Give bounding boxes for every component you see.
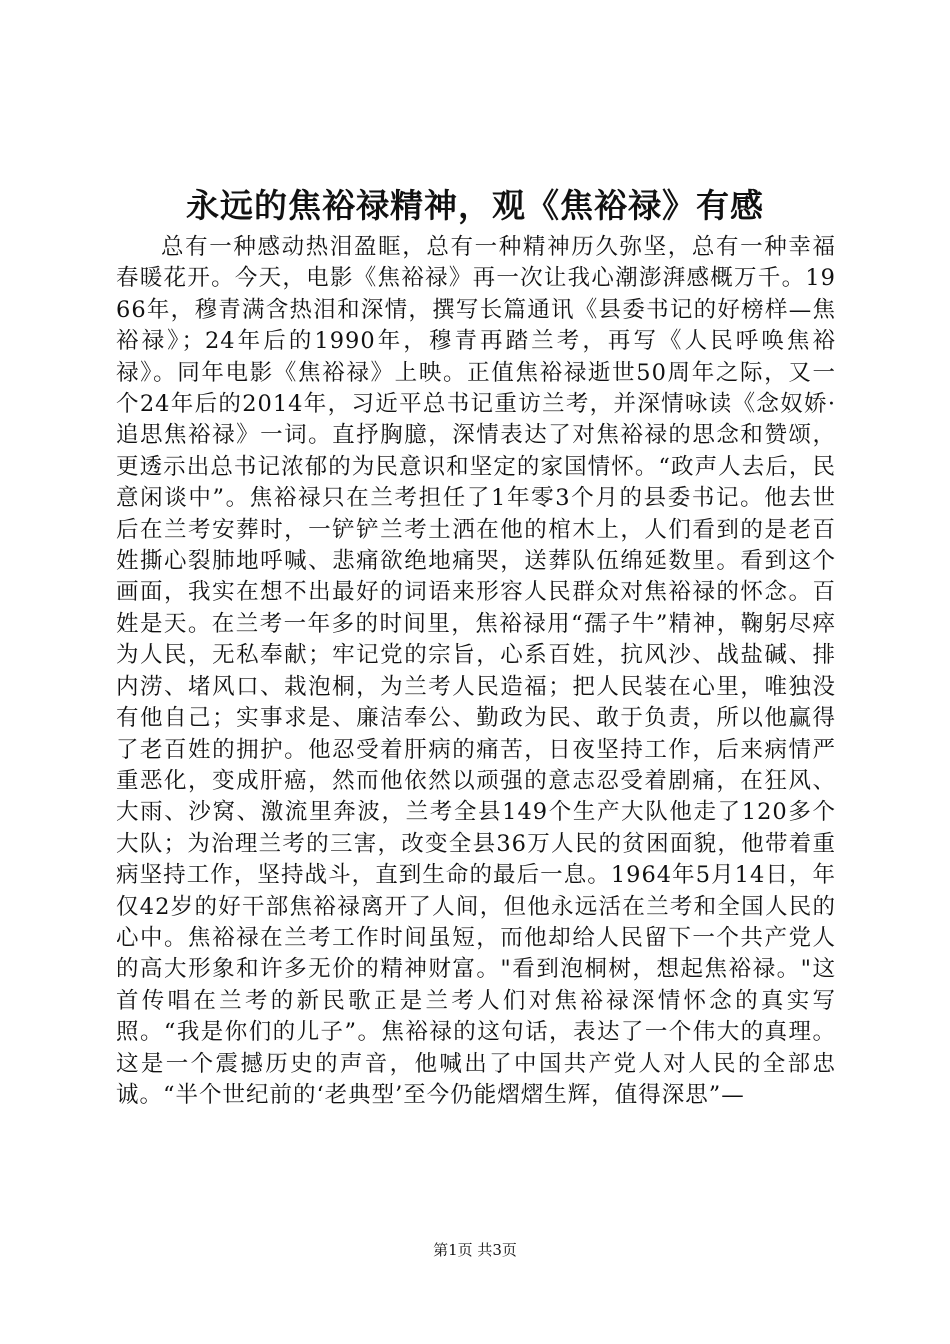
body-paragraph: 总有一种感动热泪盈眶，总有一种精神历久弥坚，总有一种幸福春暖花开。今天，电影《焦裕禄》再一次让我心潮澎湃感概万千。1966年，穆青满含热泪和深情，撰写长篇通讯《县委书记的好榜样—焦裕禄》；24年后的1990年，穆青再踏兰考，再写《人民呼唤焦裕禄》。同年电影《焦裕禄》上映。正值焦裕禄逝世50周年之际，又一个24年后的2014年，习近平总书记重访兰考，并深情咏读《念奴娇·追思焦裕禄》一词。直抒胸臆，深情表达了对焦裕禄的思念和赞颂，更透示出总书记浓郁的为民意识和坚定的家国情怀。“政声人去后，民意闲谈中”。焦裕禄只在兰考担任了1年零3个月的县委书记。他去世后在兰考安葬时，一铲铲兰考土洒在他的棺木上，人们看到的是老百姓撕心裂肺地呼喊、悲痛欲绝地痛哭，送葬队伍绵延数里。看到这个画面，我实在想不出最好的词语来形容人民群众对焦裕禄的怀念。百姓是天。在兰考一年多的时间里，焦裕禄用“孺子牛”精神，鞠躬尽瘁为人民，无私奉献；牢记党的宗旨，心系百姓，抗风沙、战盐碱、排内涝、堵风口、栽泡桐，为兰考人民造福；把人民装在心里，唯独没有他自己；实事求是、廉洁奉公、勤政为民、敢于负责，所以他赢得了老百姓的拥护。他忍受着肝病的痛苦，日夜坚持工作，后来病情严重恶化，变成肝癌，然而他依然以顽强的意志忍受着剧痛，在狂风、大雨、沙窝、激流里奔波，兰考全县149个生产大队他走了120多个大队；为治理兰考的三害，改变全县36万人民的贫困面貌，他带着重病坚持工作，坚持战斗，直到生命的最后一息。1964年5月14日，年仅42岁的好干部焦裕禄离开了人间，但他永远活在兰考和全国人民的心中。焦裕禄在兰考工作时间虽短，而他却给人民留下一个共产党人的高大形象和许多无价的精神财富。"看到泡桐树，想起焦裕禄。"这首传唱在兰考的新民歌正是兰考人们对焦裕禄深情怀念的真实写照。“我是你们的儿子”。焦裕禄的这句话，表达了一个伟大的真理。这是一个震撼历史的声音，他喊出了中国共产党人对人民的全部忠诚。“半个世纪前的‘老典型’至今仍能熠熠生辉，值得深思”— (116, 234, 836, 1108)
document-title: 永远的焦裕禄精神，观《焦裕禄》有感 (186, 186, 764, 225)
page-footer: 第1页 共3页 (433, 1241, 517, 1259)
